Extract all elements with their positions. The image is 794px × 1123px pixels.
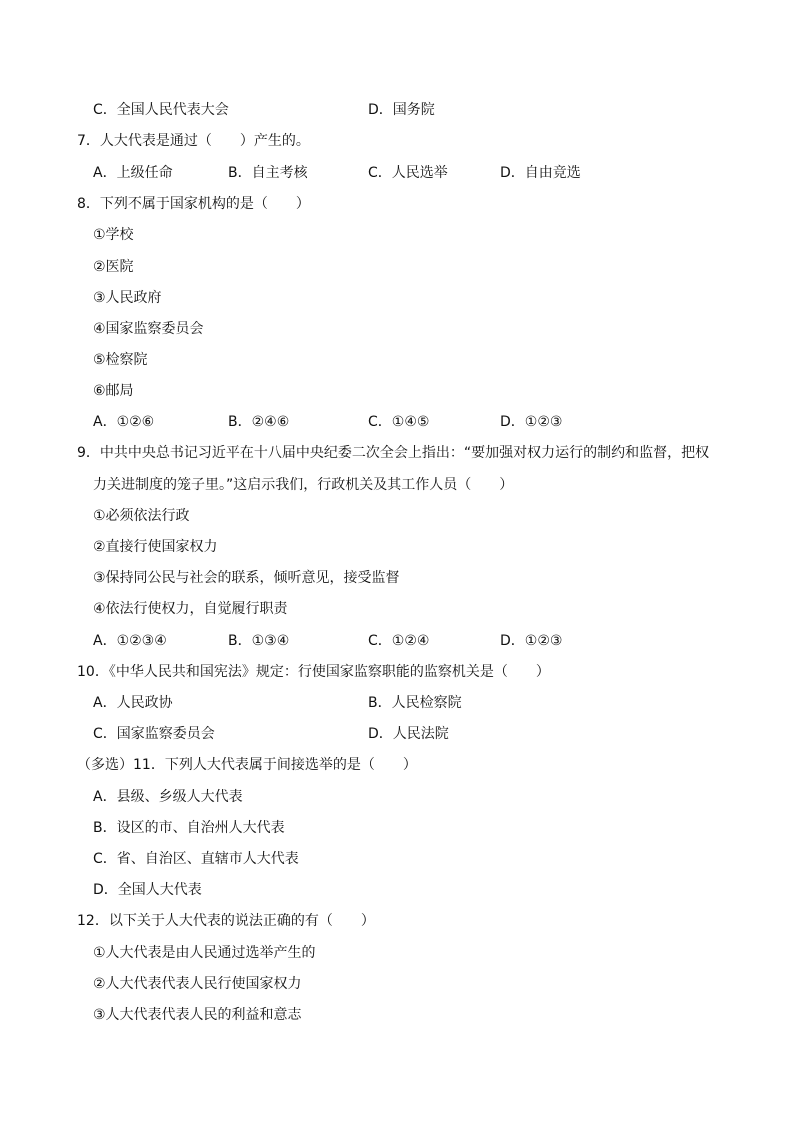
q8-item-1: ①学校: [93, 227, 134, 243]
q7-options-row: [0, 164, 794, 182]
q10-option-a: A．人民政协: [93, 695, 173, 711]
q7-option-a: A．上级任命: [93, 165, 173, 181]
q9-option-c: C．①②④: [368, 633, 430, 649]
q8-option-c: C．①④⑤: [368, 414, 430, 430]
q10-option-c: C．国家监察委员会: [93, 726, 215, 742]
q8-item-2: ②医院: [93, 259, 134, 275]
q6-option-d: D．国务院: [368, 102, 435, 118]
q8-stem: 8．下列不属于国家机构的是（ ）: [77, 196, 310, 212]
q9-item-3: ③保持同公民与社会的联系，倾听意见，接受监督: [93, 570, 400, 586]
q8-item-5: ⑤检察院: [93, 352, 148, 368]
q10-options-row-2: [0, 725, 794, 743]
q9-option-a: A．①②③④: [93, 633, 167, 649]
q9-stem-line-1: 9．中共中央总书记习近平在十八届中央纪委二次全会上指出：“要加强对权力运行的制约和监督，把权: [77, 445, 710, 461]
q12-stem: 12．以下关于人大代表的说法正确的有（ ）: [77, 913, 375, 929]
q11-stem: （多选）11．下列人大代表属于间接选举的是（ ）: [77, 757, 417, 773]
q8-item-6: ⑥邮局: [93, 383, 134, 399]
q12-item-1: ①人大代表是由人民通过选举产生的: [93, 945, 316, 961]
q11-option-c: C．省、自治区、直辖市人大代表: [93, 851, 299, 867]
q12-item-3: ③人大代表代表人民的利益和意志: [93, 1007, 302, 1023]
q7-stem: 7．人大代表是通过（ ）产生的。: [77, 133, 310, 149]
q7-option-b: B．自主考核: [228, 165, 308, 181]
q10-options-row-1: [0, 694, 794, 712]
q10-stem: 10．《中华人民共和国宪法》规定：行使国家监察职能的监察机关是（ ）: [77, 664, 550, 680]
q7-option-d: D．自由竞选: [500, 165, 581, 181]
q8-option-a: A．①②⑥: [93, 414, 155, 430]
q9-stem-line-2: 力关进制度的笼子里。”这启示我们，行政机关及其工作人员（ ）: [93, 477, 514, 493]
q11-option-b: B．设区的市、自治州人大代表: [93, 820, 285, 836]
q8-item-3: ③人民政府: [93, 290, 162, 306]
q10-option-b: B．人民检察院: [368, 695, 462, 711]
q11-option-a: A．县级、乡级人大代表: [93, 789, 243, 805]
q9-item-2: ②直接行使国家权力: [93, 539, 218, 555]
q9-option-d: D．①②③: [500, 633, 563, 649]
q8-option-b: B．②④⑥: [228, 414, 290, 430]
q9-options-row: [0, 632, 794, 650]
q8-options-row: [0, 413, 794, 431]
q12-item-2: ②人大代表代表人民行使国家权力: [93, 976, 302, 992]
q6-options-row: [0, 101, 794, 119]
q9-item-4: ④依法行使权力，自觉履行职责: [93, 601, 288, 617]
q9-option-b: B．①③④: [228, 633, 290, 649]
q9-item-1: ①必须依法行政: [93, 508, 190, 524]
q6-option-c: C．全国人民代表大会: [93, 102, 229, 118]
q11-option-d: D．全国人大代表: [93, 882, 202, 898]
q8-option-d: D．①②③: [500, 414, 563, 430]
q8-item-4: ④国家监察委员会: [93, 321, 204, 337]
q10-option-d: D．人民法院: [368, 726, 449, 742]
q7-option-c: C．人民选举: [368, 165, 448, 181]
